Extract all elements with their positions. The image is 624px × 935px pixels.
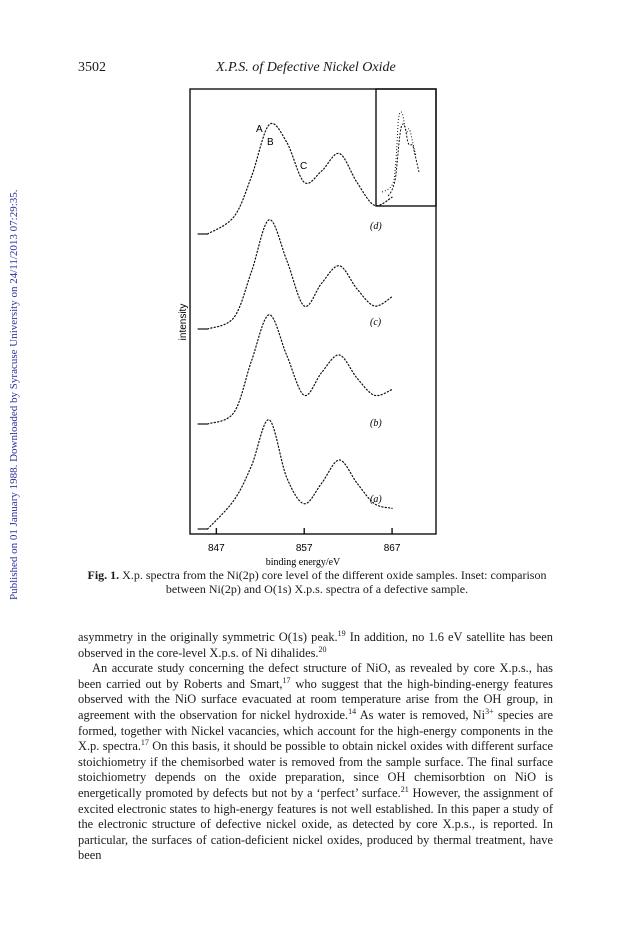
- caption-label: Fig. 1.: [87, 568, 120, 582]
- spectra: [198, 123, 393, 529]
- spectrum-label-d: (d): [370, 221, 382, 232]
- paragraph: asymmetry in the originally symmetric O(1s) peak.$^{19}$ In addition, no 1.6 eV satellite has been observed in the core-level X.p.s. of Ni dihalides.$^{20}$: [78, 628, 553, 660]
- peak-label-b: B: [267, 137, 274, 148]
- spectrum-label-c: (c): [370, 317, 382, 328]
- spectrum-line-d: [208, 123, 393, 234]
- inset-line: [388, 124, 419, 196]
- page-header: [0, 60, 624, 80]
- caption-text: X.p. spectra from the Ni(2p) core level of the different oxide samples. Inset: comparison between Ni(2p) and O(1s) X.p.s. spectra of a defective sample.: [122, 568, 547, 596]
- spectrum-line-c: [208, 220, 393, 329]
- spectrum-line-a: [208, 420, 393, 529]
- body-text: [78, 630, 553, 864]
- plot-frame: [190, 89, 436, 534]
- page-number: 3502: [78, 60, 106, 75]
- inset-plot: [382, 112, 419, 196]
- spectrum-line-b: [208, 315, 393, 424]
- x-axis-label: binding energy/eV: [265, 557, 341, 568]
- paragraph: An accurate study concerning the defect structure of NiO, as revealed by core X.p.s., has been carried out by Roberts and Smart,$^{17}$ who suggest that the high-binding-energy features observed with the NiO surface evacuated at room temperature arise from the OH group, in agreement with the observation for nickel hydroxide.$^{14}$ As water is removed, $Ni^{3+}$ species are formed, together with Nickel vacancies, which account for the high-energy components in the X.p. spectra.$^{17}$ On this basis, it should be possible to obtain nickel oxides with different surface stoichiometry if the chemisorbed water is removed from the sample surface. The final surface stoichiometry depends on the oxide preparation, since OH chemisorbtion on NiO is energetically promoted by defects but not by a ‘perfect’ surface.$^{21}$ However, the assignment of excited electronic states to high-energy features is not well established. In this paper a study of the electronic structure of defective nickel oxide, as detected by core X.p.s., is reported. In particular, the surfaces of cation-deficient nickel oxides, produced by thermal treatment, have been: [78, 661, 553, 863]
- x-ticks: [216, 528, 392, 534]
- figure-caption: [78, 568, 556, 596]
- peak-label-a: A: [256, 124, 263, 135]
- inset-line: [382, 112, 416, 192]
- spectrum-label-a: (a): [370, 494, 382, 505]
- x-tick-label: 857: [295, 543, 313, 554]
- spectrum-label-b: (b): [370, 418, 382, 429]
- running-title: X.P.S. of Defective Nickel Oxide: [216, 60, 396, 75]
- x-tick-label: 847: [208, 543, 225, 554]
- y-axis-label: intensity: [178, 303, 189, 341]
- spectra-chart: [160, 84, 460, 574]
- figure-1: [160, 84, 460, 574]
- download-notice: Published on 01 January 1988. Downloaded by Syracuse University on 24/11/2013 07:29:35.: [8, 189, 20, 600]
- peak-label-c: C: [300, 161, 308, 172]
- inset-frame: [376, 89, 436, 206]
- x-tick-label: 867: [383, 543, 401, 554]
